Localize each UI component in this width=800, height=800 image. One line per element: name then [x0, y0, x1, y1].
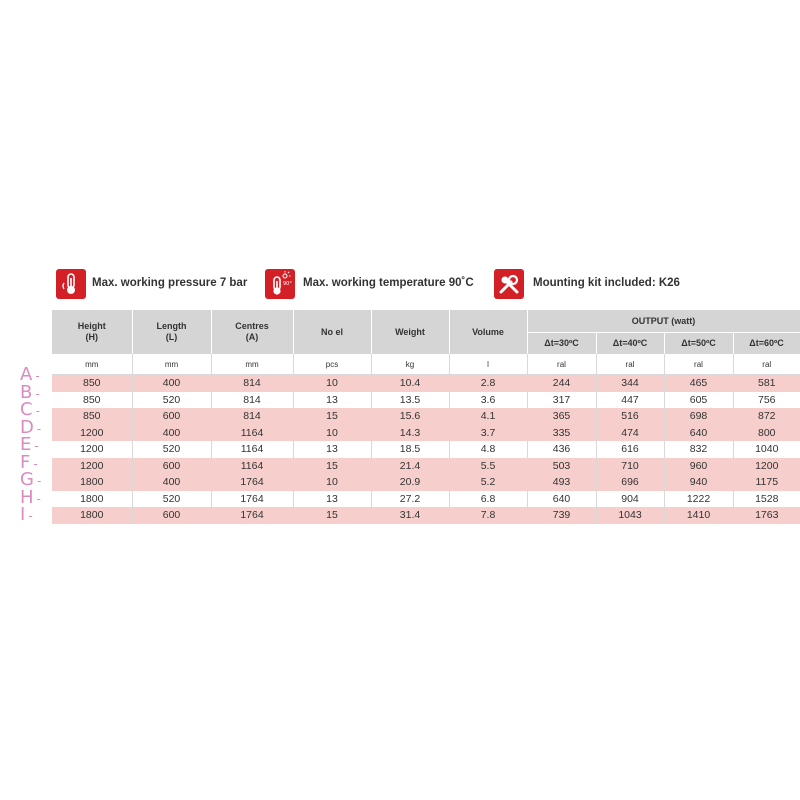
table-cell: 4.1: [449, 408, 527, 425]
row-letter-label: [20, 506, 33, 525]
table-cell: 436: [527, 441, 596, 458]
temperature-thermometer-icon: [265, 269, 295, 299]
row-letter: I: [20, 504, 26, 525]
table-row: [52, 507, 800, 524]
row-letter: C: [20, 399, 33, 420]
table-cell: 850: [52, 408, 132, 425]
table-cell: 1200: [52, 441, 132, 458]
radiator-spec-table: [52, 310, 800, 524]
table-cell: 503: [527, 458, 596, 475]
table-cell: 493: [527, 474, 596, 491]
table-cell: 1528: [733, 491, 800, 508]
table-cell: 15.6: [371, 408, 449, 425]
table-cell: 18.5: [371, 441, 449, 458]
pressure-thermometer-icon: [56, 269, 86, 299]
col-header-dt40: Δt=40ºC: [596, 333, 664, 355]
table-cell: 850: [52, 375, 132, 392]
table-cell: 13.5: [371, 392, 449, 409]
table-cell: 1222: [664, 491, 733, 508]
table-cell: 344: [596, 375, 664, 392]
table-cell: 1164: [211, 441, 293, 458]
table-cell: 10: [293, 474, 371, 491]
table-cell: 739: [527, 507, 596, 524]
table-cell: 520: [132, 491, 211, 508]
table-cell: 14.3: [371, 425, 449, 442]
table-cell: 20.9: [371, 474, 449, 491]
table-cell: 1043: [596, 507, 664, 524]
table-cell: 4.8: [449, 441, 527, 458]
table-cell: 317: [527, 392, 596, 409]
table-cell: 520: [132, 441, 211, 458]
specs-bar: [56, 269, 800, 299]
row-letter-dash: -: [34, 439, 39, 453]
table-cell: 1764: [211, 474, 293, 491]
unit-cell: l: [449, 354, 527, 375]
wrench-tools-icon: [494, 269, 524, 299]
table-cell: 1200: [52, 425, 132, 442]
row-letter: A: [20, 364, 33, 385]
table-row: [52, 458, 800, 475]
col-header-dt30: Δt=30ºC: [527, 333, 596, 355]
row-letter-dash: -: [36, 474, 42, 488]
table-cell: 3.6: [449, 392, 527, 409]
row-letter: B: [20, 381, 33, 403]
table-cell: 1800: [52, 491, 132, 508]
table-cell: 814: [211, 392, 293, 409]
table-row: [52, 375, 800, 392]
col-header-length: Length (L): [132, 310, 211, 354]
table-cell: 10: [293, 425, 371, 442]
table-cell: 600: [132, 507, 211, 524]
table-cell: 21.4: [371, 458, 449, 475]
table-cell: 10: [293, 375, 371, 392]
table-cell: 872: [733, 408, 800, 425]
table-cell: 640: [664, 425, 733, 442]
row-letter: G: [20, 469, 34, 490]
table-cell: 1200: [52, 458, 132, 475]
svg-text:90°: 90°: [283, 281, 292, 287]
table-cell: 365: [527, 408, 596, 425]
col-header-noel: No el: [293, 310, 371, 354]
table-cell: 13: [293, 392, 371, 409]
table-row: [52, 425, 800, 442]
col-header-output: OUTPUT (watt): [527, 310, 800, 333]
table-cell: 5.2: [449, 474, 527, 491]
table-cell: 616: [596, 441, 664, 458]
unit-cell: ral: [527, 354, 596, 375]
table-cell: 1200: [733, 458, 800, 475]
table-cell: 832: [664, 441, 733, 458]
table-cell: 814: [211, 408, 293, 425]
table-cell: 605: [664, 392, 733, 409]
table-cell: 698: [664, 408, 733, 425]
table-cell: 465: [664, 375, 733, 392]
table-cell: 850: [52, 392, 132, 409]
row-letter: D: [20, 416, 34, 438]
table-cell: 520: [132, 392, 211, 409]
table-cell: 600: [132, 408, 211, 425]
unit-cell: mm: [211, 354, 293, 375]
row-letter-dash: -: [28, 509, 33, 523]
table-cell: 1800: [52, 507, 132, 524]
table-cell: 10.4: [371, 375, 449, 392]
table-cell: 640: [527, 491, 596, 508]
units-row: [52, 354, 800, 375]
table-cell: 814: [211, 375, 293, 392]
row-letter-dash: -: [36, 491, 41, 506]
table-cell: 1764: [211, 507, 293, 524]
table-cell: 400: [132, 425, 211, 442]
table-cell: 800: [733, 425, 800, 442]
row-letter: H: [20, 486, 34, 508]
col-header-centres: Centres (A): [211, 310, 293, 354]
table-cell: 27.2: [371, 491, 449, 508]
row-letter-dash: -: [35, 404, 40, 418]
table-cell: 581: [733, 375, 800, 392]
col-header-dt50: Δt=50ºC: [664, 333, 733, 355]
unit-cell: kg: [371, 354, 449, 375]
spec-pressure-text: Max. working pressure 7 bar: [92, 277, 248, 289]
col-header-weight: Weight: [371, 310, 449, 354]
unit-cell: ral: [664, 354, 733, 375]
table-cell: 1410: [664, 507, 733, 524]
table-cell: 13: [293, 441, 371, 458]
table-cell: 1764: [211, 491, 293, 508]
table-cell: 696: [596, 474, 664, 491]
table-cell: 1164: [211, 458, 293, 475]
table-cell: 2.8: [449, 375, 527, 392]
table-cell: 756: [733, 392, 800, 409]
table-cell: 400: [132, 474, 211, 491]
spec-table: [52, 310, 800, 524]
unit-cell: mm: [52, 354, 132, 375]
table-cell: 1800: [52, 474, 132, 491]
table-row: [52, 392, 800, 409]
table-cell: 15: [293, 458, 371, 475]
table-row: [52, 474, 800, 491]
table-cell: 447: [596, 392, 664, 409]
unit-cell: ral: [596, 354, 664, 375]
table-row: [52, 441, 800, 458]
table-cell: 516: [596, 408, 664, 425]
table-cell: 13: [293, 491, 371, 508]
table-cell: 904: [596, 491, 664, 508]
unit-cell: pcs: [293, 354, 371, 375]
table-cell: 1040: [733, 441, 800, 458]
spec-temperature-text: Max. working temperature 90˚C: [303, 277, 474, 289]
table-cell: 474: [596, 425, 664, 442]
col-header-volume: Volume: [449, 310, 527, 354]
table-cell: 400: [132, 375, 211, 392]
unit-cell: ral: [733, 354, 800, 375]
table-row: [52, 408, 800, 425]
table-cell: 1175: [733, 474, 800, 491]
table-body: [52, 375, 800, 524]
table-cell: 1763: [733, 507, 800, 524]
table-cell: 940: [664, 474, 733, 491]
row-letter-dash: -: [36, 421, 42, 436]
table-cell: 1164: [211, 425, 293, 442]
spec-mounting-text: Mounting kit included: K26: [533, 277, 680, 289]
table-cell: 15: [293, 507, 371, 524]
table-cell: 31.4: [371, 507, 449, 524]
table-cell: 600: [132, 458, 211, 475]
unit-cell: mm: [132, 354, 211, 375]
col-header-dt60: Δt=60ºC: [733, 333, 800, 355]
table-cell: 5.5: [449, 458, 527, 475]
table-cell: 960: [664, 458, 733, 475]
row-letter: E: [20, 434, 32, 455]
table-cell: 15: [293, 408, 371, 425]
table-cell: 7.8: [449, 507, 527, 524]
table-cell: 6.8: [449, 491, 527, 508]
table-cell: 335: [527, 425, 596, 442]
table-row: [52, 491, 800, 508]
row-letter-dash: -: [33, 456, 38, 471]
row-letter: F: [20, 451, 31, 473]
table-cell: 244: [527, 375, 596, 392]
row-letter-dash: -: [35, 386, 40, 401]
table-cell: 3.7: [449, 425, 527, 442]
col-header-height: Height (H): [52, 310, 132, 354]
row-letter-dash: -: [35, 369, 40, 383]
table-cell: 710: [596, 458, 664, 475]
